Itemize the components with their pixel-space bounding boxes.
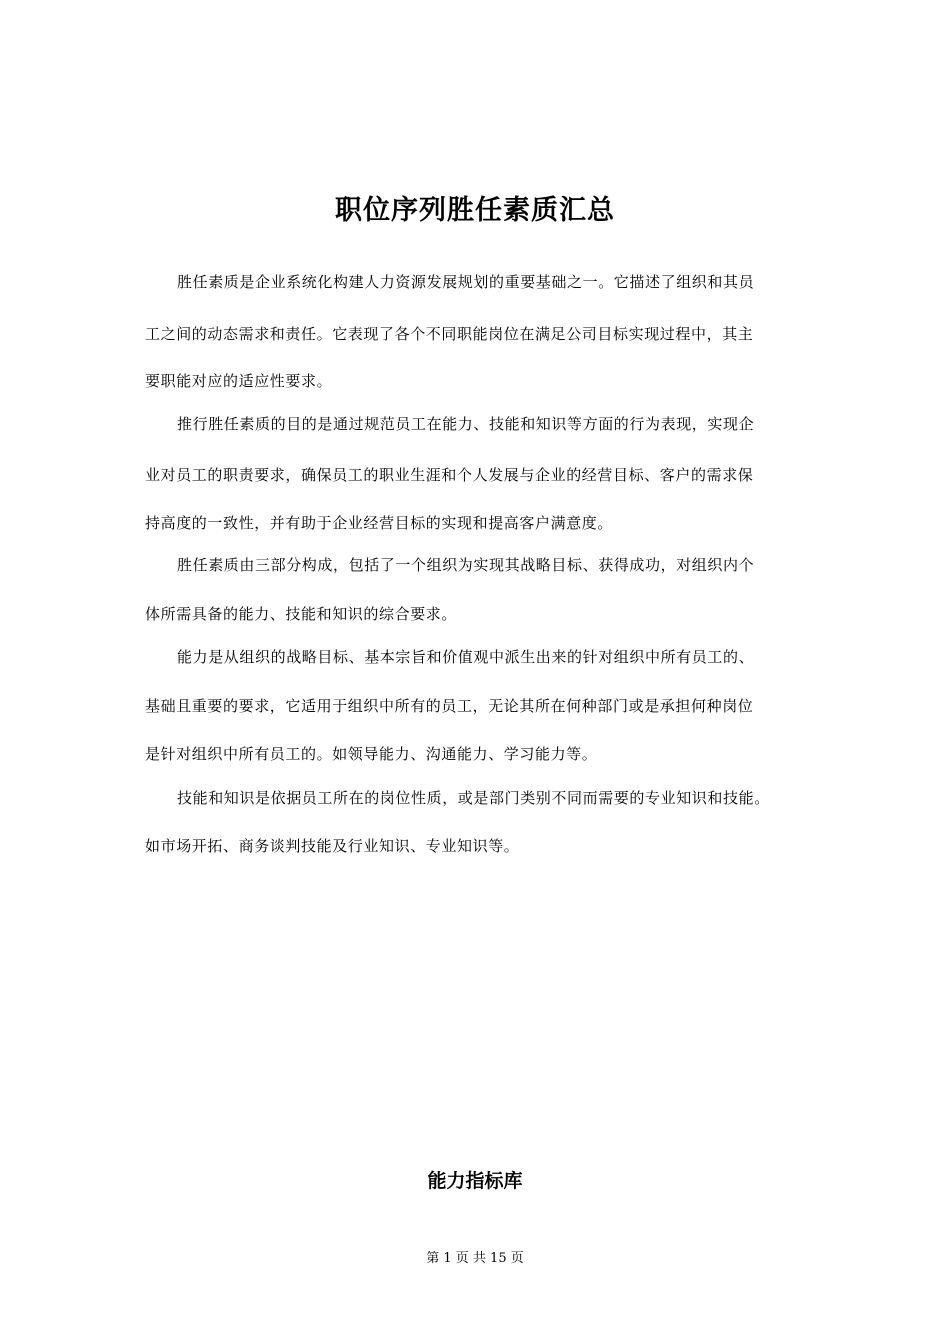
paragraph-1-line-1: 胜任素质是企业系统化构建人力资源发展规划的重要基础之一。它描述了组织和其员 bbox=[177, 273, 755, 291]
paragraph-3-line-1: 胜任素质由三部分构成，包括了一个组织为实现其战略目标、获得成功，对组织内个 bbox=[177, 556, 755, 574]
document-title: 职位序列胜任素质汇总 bbox=[335, 195, 615, 226]
paragraph-2-line-2: 业对员工的职责要求，确保员工的职业生涯和个人发展与企业的经营目标、客户的需求保 bbox=[145, 466, 754, 484]
section-title: 能力指标库 bbox=[427, 1170, 523, 1192]
paragraph-2-line-3: 持高度的一致性，并有助于企业经营目标的实现和提高客户满意度。 bbox=[145, 514, 614, 532]
paragraph-4-line-3: 是针对组织中所有员工的。如领导能力、沟通能力、学习能力等。 bbox=[145, 745, 598, 763]
paragraph-4-line-1: 能力是从组织的战略目标、基本宗旨和价值观中派生出来的针对组织中所有员工的、 bbox=[177, 648, 755, 666]
paragraph-1-line-2: 工之间的动态需求和责任。它表现了各个不同职能岗位在满足公司目标实现过程中，其主 bbox=[145, 325, 754, 343]
page-footer: 第 1 页 共 15 页 bbox=[426, 1251, 524, 1266]
paragraph-5-line-1: 技能和知识是依据员工所在的岗位性质，或是部门类别不同而需要的专业知识和技能。 bbox=[177, 789, 770, 807]
paragraph-3-line-2: 体所需具备的能力、技能和知识的综合要求。 bbox=[145, 605, 458, 623]
paragraph-5-line-2: 如市场开拓、商务谈判技能及行业知识、专业知识等。 bbox=[145, 837, 520, 855]
paragraph-1-line-3: 要职能对应的适应性要求。 bbox=[145, 372, 333, 390]
paragraph-2-line-1: 推行胜任素质的目的是通过规范员工在能力、技能和知识等方面的行为表现，实现企 bbox=[177, 415, 755, 433]
paragraph-4-line-2: 基础且重要的要求，它适用于组织中所有的员工，无论其所在何种部门或是承担何种岗位 bbox=[145, 697, 754, 715]
